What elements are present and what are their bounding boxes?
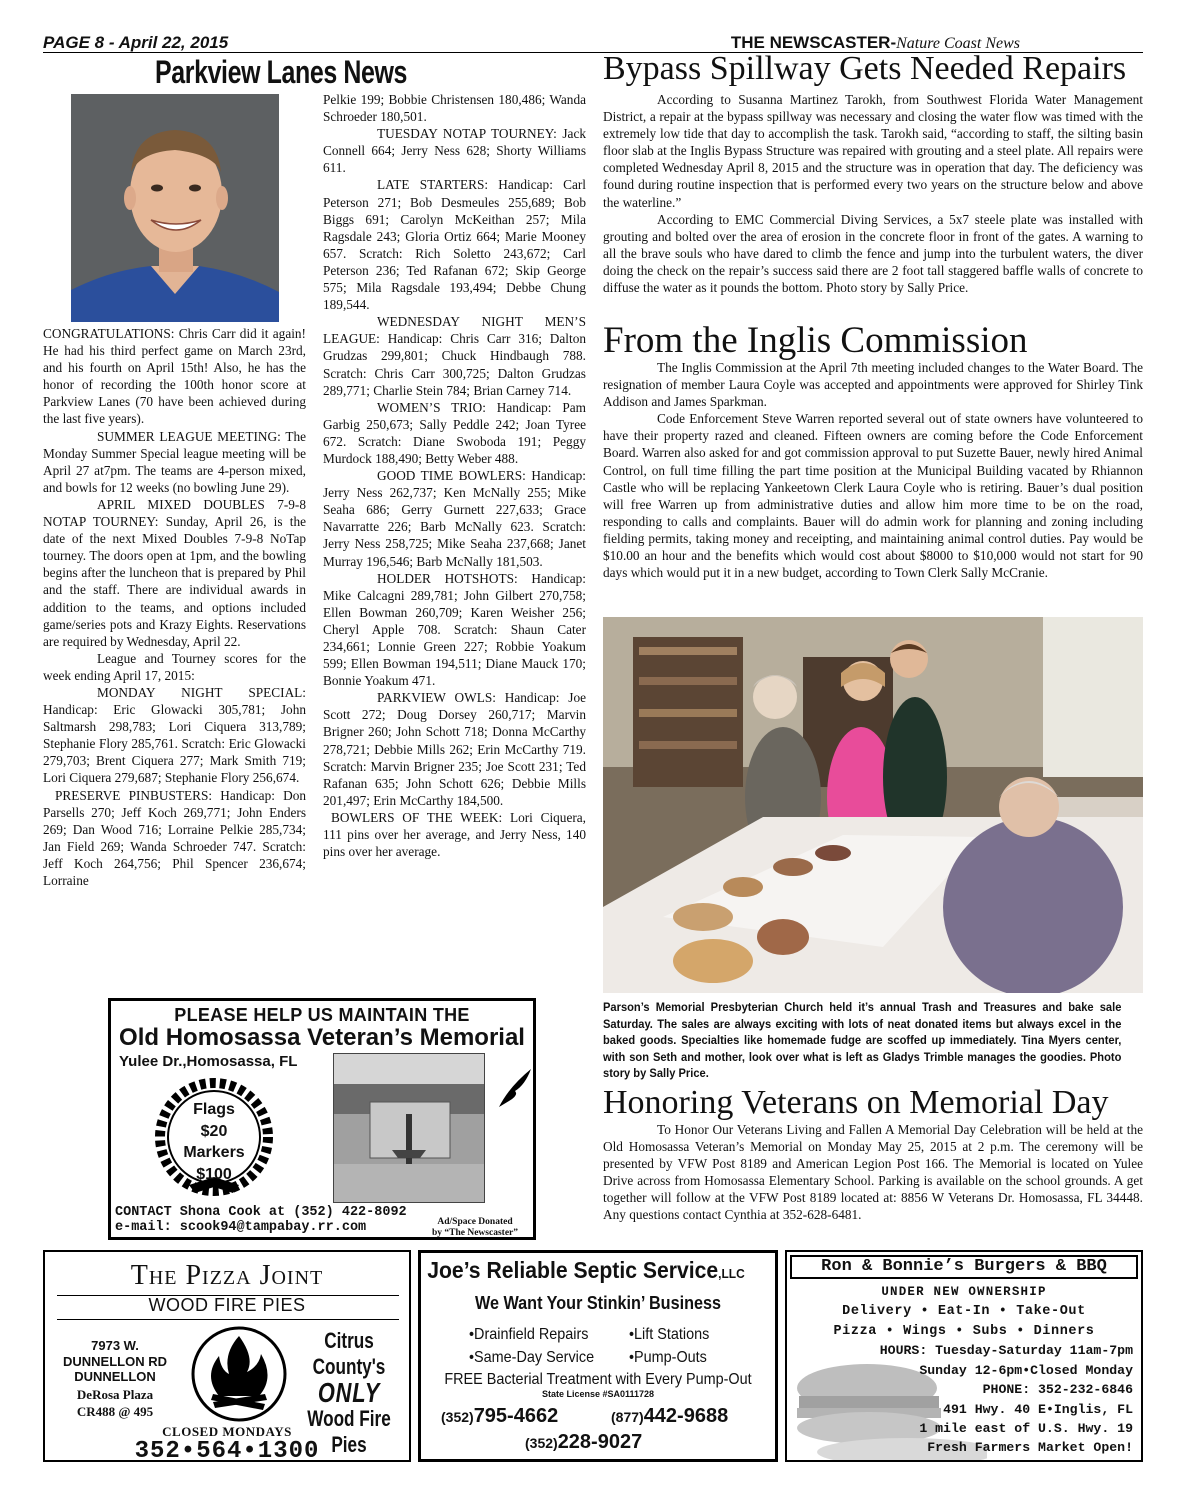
ad-contact — [115, 1205, 407, 1235]
service-item: •Pump-Outs — [629, 1349, 707, 1366]
flags-label: Flags — [193, 1101, 235, 1118]
chris-carr-photo — [71, 94, 279, 322]
phone-number: 228-9027 — [557, 1431, 643, 1453]
address-line: DUNNELLON RD — [63, 1353, 167, 1369]
ron-phone: PHONE: 352-232-6846 — [982, 1382, 1133, 1397]
donated-line: Ad/Space Donated — [437, 1217, 513, 1227]
ron-bonnie-ad — [785, 1250, 1143, 1462]
page-number-date: PAGE 8 - April 22, 2015 — [43, 33, 229, 52]
septic-llc: ,LLC — [718, 1266, 745, 1281]
ron-ownership: UNDER NEW OWNERSHIP — [881, 1285, 1047, 1299]
paragraph: WOMEN’S TRIO: Handicap: Pam Garbig 250,673; Sally Peddle 242; Joan Tyree 672. Scratch: Diane Swoboda 191; Peggy Murdock 188,490; Betty Weber 488. — [323, 399, 586, 466]
memorial-photo — [333, 1053, 485, 1203]
septic-name-text: Joe’s Reliable Septic Service — [427, 1257, 719, 1283]
ron-menu: Pizza • Wings • Subs • Dinners — [833, 1324, 1095, 1339]
ron-hours: HOURS: Tuesday-Saturday 11am-7pm — [879, 1343, 1133, 1358]
paragraph: SUMMER LEAGUE MEETING: The Monday Summer Special league meeting will be April 27 at7pm. The teams are 4-person mixed, and bowls for 12 weeks (no bowling June 29). — [43, 428, 306, 495]
parkview-column-1 — [43, 325, 306, 889]
paragraph: PARKVIEW OWLS: Handicap: Joe Scott 272; Doug Dorsey 260,717; Marvin Brigner 260; John Schott 718; Donna McCarthy 278,721; Debbie Mills 262; Erin McCarthy 719. Scratch: Marvin Brigner 235; Joe Scott 231; Ted Rafanan 635; John Schott 626; Debbie Mills 201,497; Erin McCarthy 184,500. — [323, 690, 586, 808]
flags-price: $20 — [200, 1122, 228, 1140]
paragraph: League and Tourney scores for the week ending April 17, 2015: — [43, 650, 306, 683]
service-item: •Drainfield Repairs — [469, 1326, 589, 1343]
service-item: •Lift Stations — [629, 1326, 710, 1343]
area-code: (877) — [611, 1409, 644, 1425]
masthead-name: THE NEWSCASTER- — [730, 33, 897, 52]
pizza-subtitle: WOOD FIRE PIES — [148, 1295, 306, 1315]
memorial-article — [603, 1121, 1143, 1224]
address-line: 7973 W. — [91, 1338, 139, 1353]
phone-number: 442-9688 — [643, 1405, 729, 1427]
paragraph: WEDNESDAY NIGHT MEN’S LEAGUE: Handicap: Chris Carr 316; Dalton Grudzas 299,801; Chuck Hindbaugh 788. Scratch: Chris Carr 300,725; Dalton Grudzas 289,771; Charlie Stein 784; Brian Carney 714. — [323, 314, 586, 398]
parkview-headline: Parkview Lanes News — [155, 54, 408, 90]
bypass-headline: Bypass Spillway Gets Needed Repairs — [603, 50, 1127, 87]
paragraph: To Honor Our Veterans Living and Fallen A Memorial Day Celebration will be held at the Old Homosassa Veteran’s Memorial on Monday May 25, 2015 at 2 p.m. The ceremony will be presented by VFW Post 8189 and American Legion Post 166. The Memorial is located on Yulee Drive across from Homosassa Elementary School. Parking is available on the school grounds. A get together will follow at the VFW Post 8189 located at: 8856 W Veterans Dr. Homosassa, FL 34448. Any questions contact Cynthia at 352-628-6481. — [603, 1122, 1143, 1223]
pizza-phone: 352•564•1300 — [134, 1438, 320, 1465]
paragraph: TUESDAY NOTAP TOURNEY: Jack Connell 664; Jerry Ness 628; Shorty Williams 611. — [323, 126, 586, 176]
eagle-icon — [497, 1067, 533, 1109]
septic-service-ad — [418, 1250, 778, 1462]
phone-number: 795-4662 — [473, 1405, 559, 1427]
paragraph: PRESERVE PINBUSTERS: Handicap: Don Parsells 270; Jeff Koch 269,771; John Enders 269; Dan Wood 716; Lorraine Pelkie 285,734; Jan Field 269; Wanda Schroeder 747. Scratch: Jeff Koch 264,756; Phil Spencer 236,674; Lorraine — [43, 787, 306, 888]
septic-phone — [525, 1431, 642, 1454]
paragraph: Pelkie 199; Bobbie Christensen 180,486; Wanda Schroeder 180,501. — [323, 92, 586, 125]
septic-phone — [441, 1405, 558, 1428]
bake-sale-caption: Parson’s Memorial Presbyterian Church held it’s annual Trash and Treasures and bake sale Saturday. The sales are always exciting with lots of neat donated items but always excel in the baked goods. Specialties like homemade fudge are scoffed up immediately. Tina Myers center, with son Seth and mother, look over what is left as Gladys Trimble manages the goodies. Photo story by Sally Price. — [603, 1001, 1122, 1081]
masthead-subtitle: Nature Coast News — [896, 35, 1020, 52]
markers-price: $100 — [196, 1165, 232, 1183]
markers-label: Markers — [183, 1144, 245, 1161]
septic-slogan: We Want Your Stinkin’ Business — [474, 1293, 722, 1313]
septic-name — [425, 1257, 747, 1284]
area-code: (352) — [525, 1435, 558, 1451]
claim-line: ONLY — [317, 1377, 381, 1408]
area-code: (352) — [441, 1409, 474, 1425]
ad-location: Yulee Dr.,Homosassa, FL — [119, 1053, 298, 1070]
veteran-memorial-ad — [108, 998, 536, 1240]
paragraph: According to EMC Commercial Diving Services, a 5x7 steele plate was installed with grouting and bolted over the area of erosion in the concrete floor in front of the gates. A warning to all the brave souls who have dared to climb the fence and jump into the turbulent waters, the diver doing the check on the repair’s success said there are 2 foot tall staggered baffle walls of concrete to diffuse the water as it pounds the bottom. Photo story by Sally Price. — [603, 211, 1143, 296]
address-line: CR488 @ 495 — [76, 1404, 154, 1419]
septic-phone — [611, 1405, 728, 1428]
pizza-joint-ad — [43, 1250, 411, 1465]
inglis-article — [603, 359, 1143, 581]
pizza-closed: CLOSED MONDAYS — [162, 1424, 292, 1439]
paragraph: BOWLERS OF THE WEEK: Lori Ciquera, 111 pins over her average, and Jerry Ness, 140 pins over her average. — [323, 809, 586, 860]
septic-license: State License #SA0111728 — [541, 1389, 655, 1399]
pizza-plaza — [55, 1386, 175, 1420]
donated-line: by “The Newscaster” — [431, 1228, 518, 1238]
contact-email[interactable]: e-mail: scook94@tampabay.rr.com — [115, 1220, 367, 1235]
ad-heading: PLEASE HELP US MAINTAIN THE — [174, 1005, 470, 1025]
inglis-headline: From the Inglis Commission — [603, 320, 1028, 361]
claim-line: Wood Fire Pies — [307, 1406, 391, 1457]
service-item: •Same-Day Service — [469, 1349, 595, 1366]
paragraph: APRIL MIXED DOUBLES 7-9-8 NOTAP TOURNEY: Sunday, April 26, is the date of the next Mixed Doubles 7-9-8 NoTap tourney. The doors open at 1pm, and the bowling begins after the luncheon that is prepared by Phil and the staff. There are individual awards in addition to the teams, and options included game/series pots and Krazy Eights. Reservations are required by Wednesday, April 22. — [43, 496, 306, 649]
paragraph: LATE STARTERS: Handicap: Carl Peterson 271; Bob Desmeules 255,689; Bob Biggs 691; Carolyn McKeithan 257; Mila Ragsdale 243; Gloria Ortiz 664; Marie Mooney 657. Scratch: Rich Soletto 243,672; Carl Peterson 236; Ted Rafanan 672; Skip George 575; Mila Ragsdale 193,494; Debbe Chung 189,544. — [323, 177, 586, 313]
pizza-name: The Pizza Joint — [130, 1260, 324, 1291]
bake-sale-photo — [603, 617, 1143, 993]
ron-address: 491 Hwy. 40 E•Inglis, FL — [943, 1402, 1133, 1417]
address-line: DeRosa Plaza — [76, 1387, 154, 1402]
address-line: DUNNELLON — [74, 1369, 156, 1384]
septic-offer: FREE Bacterial Treatment with Every Pump-Out — [444, 1371, 752, 1388]
ron-banner: Ron & Bonnie’s Burgers & BBQ — [790, 1255, 1138, 1279]
paragraph: According to Susanna Martinez Tarokh, from Southwest Florida Water Management District, a repair at the bypass spillway was necessary and closing the water flow was timed with the extremely low tide that day to accomplish the task. Tarokh said, “according to staff, the silting basin floor slab at the Inglis Bypass Structure was repaired with grouting and a steel plate. All repairs were completed Wednesday April 8, 2015 and the structure was in operation that day. The deficiency was found during routine inspection that is performed every two years on the structure below and above the waterline.” — [603, 92, 1143, 210]
divider — [57, 1319, 399, 1320]
parkview-column-2 — [323, 91, 586, 860]
paragraph: The Inglis Commission at the April 7th meeting included changes to the Water Board. The resignation of member Laura Coyle was accepted and appointments were approved for Shirley Tink Addison and James Sparkman. — [603, 360, 1143, 410]
ad-memorial-name: Old Homosassa Veteran’s Memorial — [119, 1024, 525, 1051]
paragraph: GOOD TIME BOWLERS: Handicap: Jerry Ness 262,737; Ken McNally 255; Mike Seaha 686; Gerry Gurnett 227,633; Grace Navarratte 226; Barb McNally 623. Scratch: Jerry Ness 258,725; Mike Seaha 237,668; Janet Murray 196,546; Barb McNally 181,503. — [323, 468, 586, 569]
wreath-prices — [149, 1099, 279, 1185]
pizza-address — [55, 1338, 175, 1385]
contact-phone: CONTACT Shona Cook at (352) 422-8092 — [115, 1205, 407, 1220]
memorial-headline: Honoring Veterans on Memorial Day — [603, 1084, 1109, 1121]
ron-sunday: Sunday 12-6pm•Closed Monday — [919, 1363, 1133, 1378]
fire-icon — [185, 1324, 293, 1424]
paragraph: MONDAY NIGHT SPECIAL: Handicap: Eric Glowacki 305,781; John Saltmarsh 298,783; Lori Ciquera 313,789; Stephanie Flory 285,761. Scratch: Eric Glowacki 279,703; Brent Ciquera 277; Mark Smith 719; Lori Ciquera 279,687; Stephanie Flory 256,674. — [43, 684, 306, 786]
paragraph: Code Enforcement Steve Warren reported several out of state owners have volunteered to have their property razed and cleaned. Fifteen owners are coming before the Code Enforcement Board. Warren also asked for and got commission approval to put Suzette Bauer, newly hired Animal Control, on full time filling the part time position at the Municipal Building vacated by Rhiannon Castle who will be replacing Yankeetown Clerk Laura Coyle who is retiring. Bauer’s dual position will free Warren up from administrative duties and allow him more time to be on the road, responding to calls and complaints. Bauer will do admin work for planning and zoning including fielding permits, taking money and receipting, and maintaining animal control duties. Pay would be $10.00 an hour and the benefits which would cost about $8000 to $10,000 would not start for 90 days which would put it in a new budget, according to Town Clerk Sally McCranie. — [603, 411, 1143, 581]
bypass-article — [603, 91, 1143, 296]
paragraph: HOLDER HOTSHOTS: Handicap: Mike Calcagni 289,781; John Gilbert 270,758; Ellen Bowman 260,709; Karen Weisher 256; Cheryl Apple 708. Scratch: Shaun Cater 234,661; Lonnie Green 227; Robbie Yoakum 599; Ellen Bowman 194,511; Diane Mauck 170; Bonnie Yoakum 471. — [323, 570, 586, 689]
ad-donated-note — [423, 1217, 527, 1239]
claim-line: Citrus County's — [312, 1328, 386, 1379]
ron-market: Fresh Farmers Market Open! — [927, 1440, 1133, 1455]
ron-directions: 1 mile east of U.S. Hwy. 19 — [919, 1421, 1133, 1436]
ron-services: Delivery • Eat-In • Take-Out — [842, 1304, 1086, 1319]
paragraph: CONGRATULATIONS: Chris Carr did it again! He had his third perfect game on March 23rd, and his fourth on April 15th! Also, he has the honor of recording the 100th honor score at Parkview Lanes (70 have been achieved during the last five years). — [43, 326, 306, 427]
